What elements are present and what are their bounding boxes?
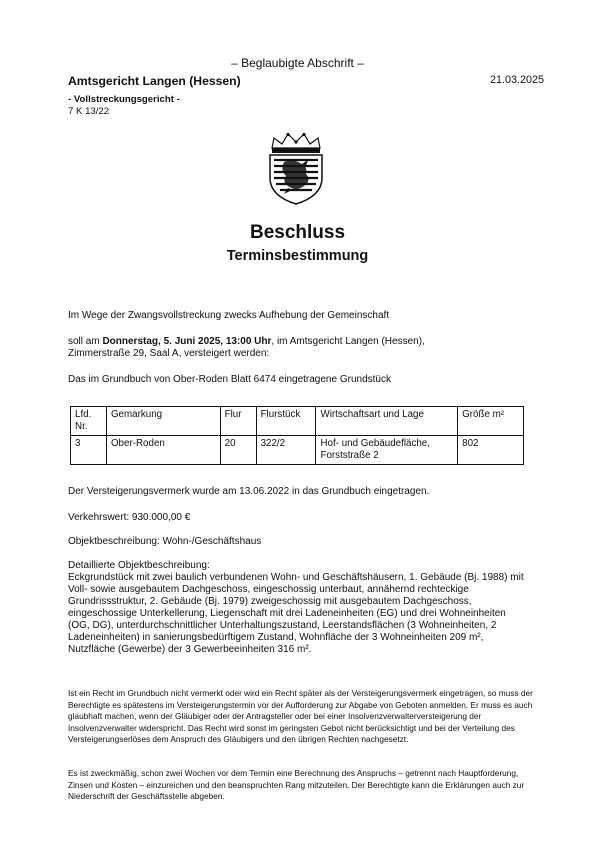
rights-notice: Ist ein Recht im Grundbuch nicht vermerkt oder wird ein Recht später als der Versteigerungsvermerk eingetragen, so muss der Berechtigte es spätestens im Versteigerungstermin vor der Aufforderung zur Abgabe von Geboten anmelden. Er muss es auch glaubhaft machen, wenn der Gläubiger oder der Antragsteller oder bei einer Insolvenzverwalterversteigerung der Insolvenzverwalter widerspricht. Das Recht wird sonst im geringsten Gebot nicht berücksichtigt und bei der Verteilung des Versteigerungserlöses dem Anspruch des Gläubigers und den übrigen Rechten nachgesetzt.	[68, 688, 533, 744]
case-number: 7 K 13/22	[68, 106, 110, 117]
calculation-notice: Es ist zweckmäßig, schon zwei Wochen vor dem Termin eine Berechnung des Anspruchs – getrennt nach Hauptforderung, Zinsen und Kosten – einzureichen und den beanspruchten Rang mitzuteilen. Der Berechtigte kann die Erklärungen auch zur Niederschrift der Geschäftsstelle abgeben.	[68, 768, 525, 801]
document-date: 21.03.2025	[490, 74, 545, 86]
table-header-cell: Gemarkung	[106, 407, 220, 436]
coat-of-arms-icon	[262, 132, 330, 206]
table-header-cell: Wirtschaftsart und Lage	[316, 407, 458, 436]
table-cell: 322/2	[256, 436, 316, 465]
auction-date-paragraph	[68, 336, 538, 360]
table-cell: Ober-Roden	[106, 436, 220, 465]
table-cell: 802	[458, 436, 524, 465]
property-table	[70, 406, 524, 465]
auction-prefix: soll am	[68, 336, 103, 347]
certified-copy-label: – Beglaubigte Abschrift –	[231, 56, 364, 70]
auction-date: Donnerstag, 5. Juni 2025, 13:00 Uhr	[102, 336, 272, 347]
court-department: - Vollstreckungsgericht -	[68, 94, 180, 105]
auction-address: Zimmerstraße 29, Saal A, versteigert werden:	[68, 348, 270, 359]
auction-location: , im Amtsgericht Langen (Hessen),	[271, 336, 425, 347]
document-title: Beschluss	[249, 222, 346, 243]
document-subtitle: Terminsbestimmung	[226, 248, 369, 264]
table-header-cell: Lfd. Nr.	[71, 407, 107, 436]
property-intro: Das im Grundbuch von Ober-Roden Blatt 6474 eingetragene Grundstück	[68, 374, 391, 385]
table-header-cell: Flurstück	[256, 407, 316, 436]
table-cell: 20	[220, 436, 256, 465]
table-header-cell: Größe m²	[458, 407, 524, 436]
market-value: Verkehrswert: 930.000,00 €	[68, 512, 191, 523]
table-cell: Hof- und Gebäudefläche, Forststraße 2	[316, 436, 458, 465]
intro-text: Im Wege der Zwangsvollstreckung zwecks Aufhebung der Gemeinschaft	[68, 310, 390, 321]
table-header-row	[71, 407, 524, 436]
table-row	[71, 436, 524, 465]
table-header-cell: Flur	[220, 407, 256, 436]
object-description: Objektbeschreibung: Wohn-/Geschäftshaus	[68, 536, 262, 547]
detailed-description-heading: Detaillierte Objektbeschreibung:	[68, 560, 210, 571]
table-cell: 3	[71, 436, 107, 465]
court-name: Amtsgericht Langen (Hessen)	[68, 74, 241, 88]
registration-note: Der Versteigerungsvermerk wurde am 13.06.2022 in das Grundbuch eingetragen.	[68, 486, 430, 497]
detailed-description-text: Eckgrundstück mit zwei baulich verbundenen Wohn- und Geschäftshäusern, 1. Gebäude (Bj. 1988) mit Voll- sowie ausgebautem Dachgeschoss, eingeschossig unterbaut, annähernd rechteckige Grundrissstruktur, 2. Gebäude (Bj. 1979) zweigeschossig mit ausgebautem Dachgeschoss, eingeschossige Unterkellerung, Liegenschaft mit drei Ladeneinheiten (EG) und drei Wohneinheiten (OG, DG), unterdurchschnittlicher Unterhaltungszustand, Leerstandsflächen (3 Wohneinheiten, 2 Ladeneinheiten) in sanierungsbedürftigem Zustand, Wohnfläche der 3 Wohneinheiten 209 m², Nutzfläche (Gewerbe) der 3 Gewerbeeinheiten 316 m².	[68, 572, 524, 655]
